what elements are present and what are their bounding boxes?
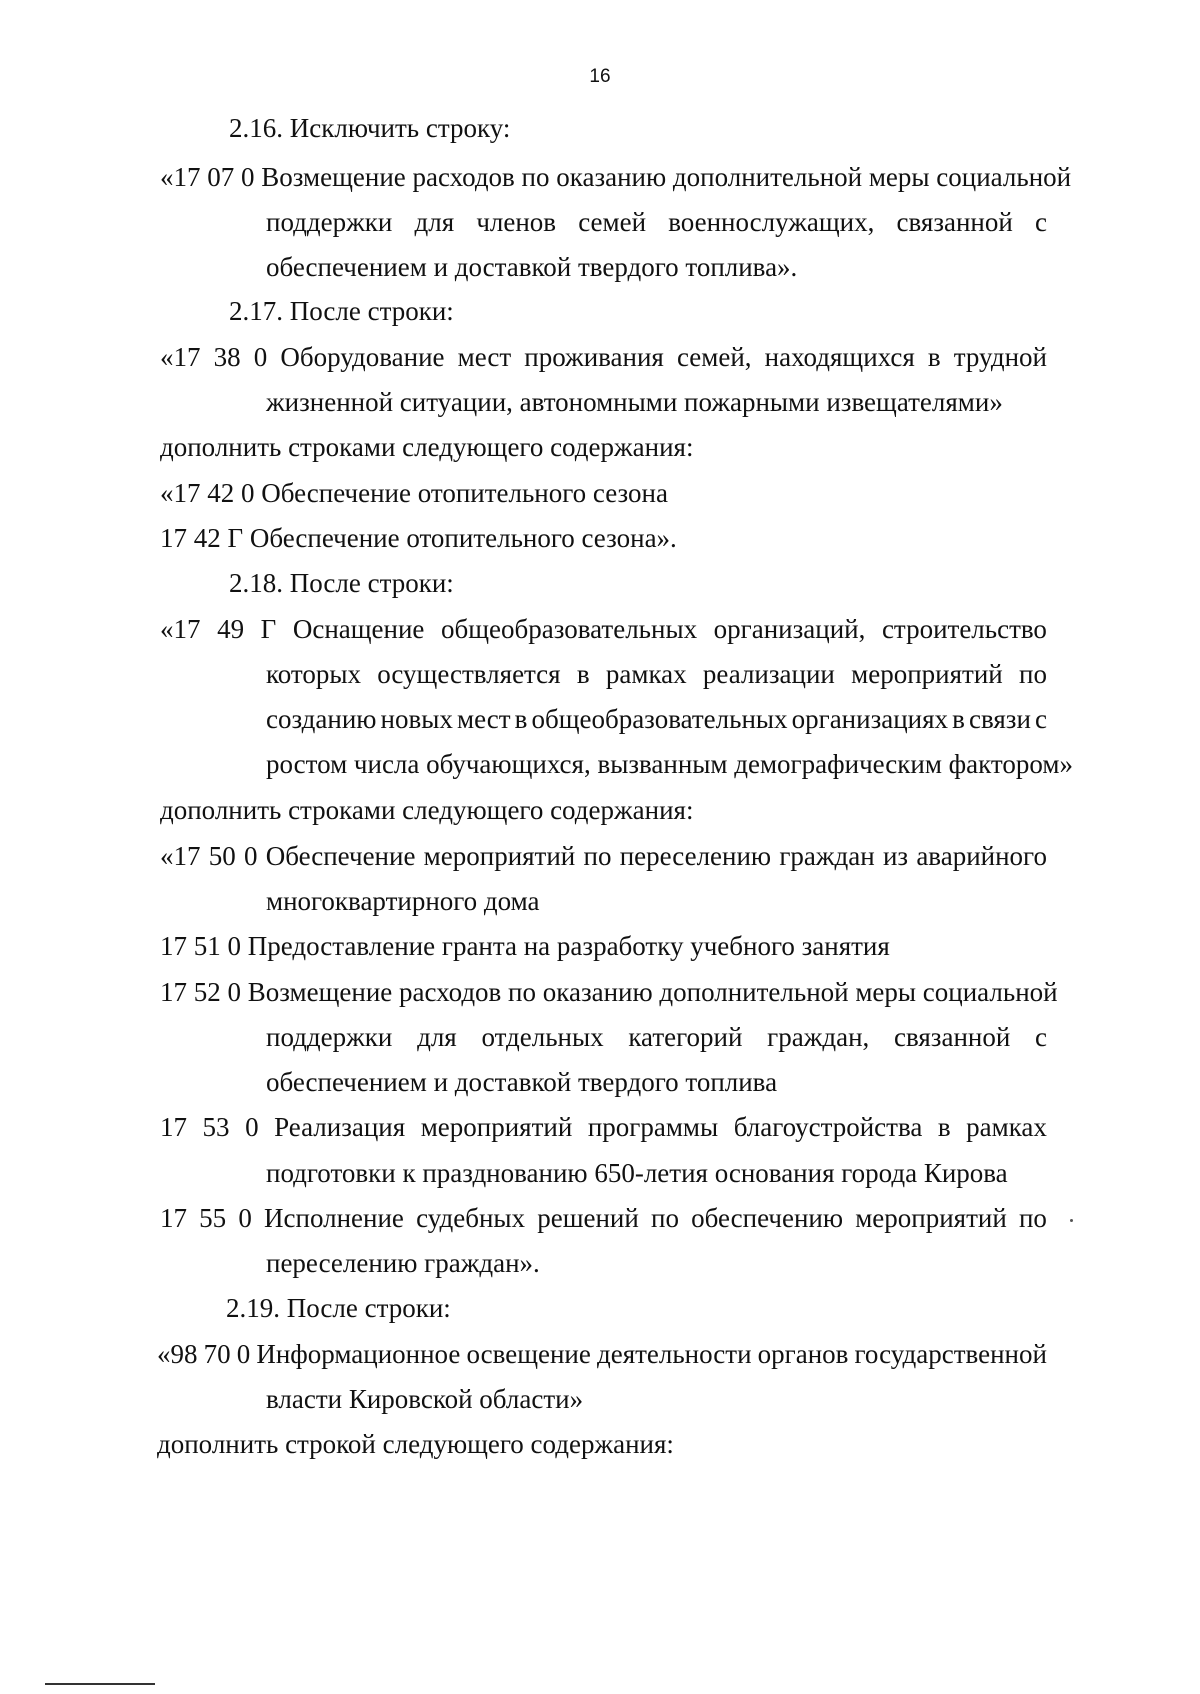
word: организаций, xyxy=(713,614,866,644)
word: поддержки xyxy=(266,207,393,237)
entry-text-line: «17 42 0 Обеспечение отопительного сезона xyxy=(160,478,668,508)
entry-justified-line xyxy=(160,1111,1047,1143)
word: судебных xyxy=(416,1203,526,1233)
entry-justified-line xyxy=(160,840,1047,872)
word: семей xyxy=(578,207,647,237)
entry-text-line: переселению граждан». xyxy=(266,1248,540,1278)
supplement-text: дополнить строкой следующего содержания: xyxy=(157,1429,674,1459)
word: семей, xyxy=(676,342,752,372)
entry-justified-line xyxy=(266,206,1047,238)
word: аварийного xyxy=(916,841,1047,871)
word: созданию xyxy=(266,704,377,734)
word: программы xyxy=(587,1112,719,1142)
word: в xyxy=(952,704,965,734)
entry-text-line: «17 07 0 Возмещение расходов по оказанию дополнительной меры социальной xyxy=(160,162,1072,192)
word: реализации xyxy=(702,659,835,689)
word: граждан, xyxy=(767,1022,870,1052)
word: рамках xyxy=(966,1112,1047,1142)
word: связанной xyxy=(896,207,1013,237)
word: по xyxy=(651,1203,679,1233)
word: 0 xyxy=(243,841,258,871)
entry-justified-line xyxy=(266,1021,1047,1053)
entry-text-line: 17 42 Г Обеспечение отопительного сезона». xyxy=(160,523,677,553)
word: по xyxy=(1019,659,1047,689)
section-heading-2-16: 2.16. Исключить строку: xyxy=(229,113,511,143)
entry-text-line: 17 51 0 Предоставление гранта на разработку учебного занятия xyxy=(160,931,890,961)
word: трудной xyxy=(953,342,1047,372)
section-heading-2-17: 2.17. После строки: xyxy=(229,296,454,326)
word: государственной xyxy=(854,1339,1047,1369)
word: с xyxy=(1035,1022,1047,1052)
word: благоустройства xyxy=(733,1112,923,1142)
entry-text-line: жизненной ситуации, автономными пожарными извещателями» xyxy=(266,387,1003,417)
scan-edge-mark xyxy=(45,1683,155,1685)
word: в xyxy=(514,704,528,734)
entry-text-line: подготовки к празднованию 650-летия основания города Кирова xyxy=(266,1158,1008,1188)
word: отдельных xyxy=(481,1022,604,1052)
word: из xyxy=(882,841,909,871)
word: находящихся xyxy=(764,342,915,372)
word: деятельности xyxy=(596,1339,752,1369)
word: 70 xyxy=(203,1339,231,1369)
word: 49 xyxy=(217,614,245,644)
word: в xyxy=(927,342,941,372)
word: «17 xyxy=(160,342,201,372)
word: переселению xyxy=(619,841,772,871)
word: «17 xyxy=(160,841,201,871)
supplement-text: дополнить строками следующего содержания: xyxy=(160,795,694,825)
word: Оборудование xyxy=(280,342,445,372)
entry-text-line: 17 52 0 Возмещение расходов по оказанию дополнительной меры социальной xyxy=(160,977,1058,1007)
entry-justified-line xyxy=(157,1338,1047,1370)
word: 55 xyxy=(199,1203,227,1233)
word: в xyxy=(576,659,590,689)
entry-justified-line xyxy=(266,703,1047,735)
entry-text-line: обеспечением и доставкой твердого топлива». xyxy=(266,252,798,282)
word: которых xyxy=(266,659,361,689)
entry-text-line: обеспечением и доставкой твердого топлива xyxy=(266,1067,778,1097)
word: по xyxy=(583,841,612,871)
word: 0 xyxy=(245,1112,259,1142)
word: мероприятий xyxy=(423,841,576,871)
word: 0 xyxy=(236,1339,251,1369)
word: решений xyxy=(537,1203,639,1233)
word: связи xyxy=(969,704,1031,734)
word: освещение xyxy=(466,1339,591,1369)
word: с xyxy=(1034,207,1047,237)
entry-text-line: ростом числа обучающихся, вызванным демографическим фактором» xyxy=(266,749,1073,779)
word: по xyxy=(1018,1203,1047,1233)
word: строительство xyxy=(881,614,1047,644)
word: 38 xyxy=(213,342,241,372)
word: Исполнение xyxy=(264,1203,404,1233)
word: 17 xyxy=(160,1112,187,1142)
word: «98 xyxy=(157,1339,198,1369)
word: для xyxy=(414,207,455,237)
word: мероприятий xyxy=(420,1112,573,1142)
word: «17 xyxy=(160,614,201,644)
entry-justified-line xyxy=(160,341,1047,373)
word: мест xyxy=(456,704,511,734)
entry-text-line: многоквартирного дома xyxy=(266,886,540,916)
word: 0 xyxy=(238,1203,252,1233)
word: 17 xyxy=(160,1203,187,1233)
word: мероприятий xyxy=(851,659,1003,689)
word: Реализация xyxy=(274,1112,406,1142)
word: Г xyxy=(260,614,277,644)
word: 0 xyxy=(253,342,268,372)
entry-justified-line xyxy=(266,658,1047,690)
word: 50 xyxy=(208,841,236,871)
word: рамках xyxy=(605,659,687,689)
word: новых xyxy=(380,704,453,734)
word: органов xyxy=(757,1339,849,1369)
scan-dot-mark xyxy=(1070,1219,1073,1222)
entry-justified-line xyxy=(160,613,1047,645)
word: Оснащение xyxy=(292,614,425,644)
word: мероприятий xyxy=(855,1203,1007,1233)
word: граждан xyxy=(779,841,875,871)
word: в xyxy=(937,1112,951,1142)
entry-justified-line xyxy=(160,1202,1047,1234)
word: связанной xyxy=(894,1022,1011,1052)
word: для xyxy=(417,1022,457,1052)
word: обеспечению xyxy=(691,1203,844,1233)
word: мест xyxy=(457,342,512,372)
word: общеобразовательных xyxy=(441,614,698,644)
word: осуществляется xyxy=(377,659,561,689)
section-heading-2-18: 2.18. После строки: xyxy=(229,568,454,598)
word: проживания xyxy=(524,342,664,372)
word: членов xyxy=(476,207,557,237)
entry-text-line: власти Кировской области» xyxy=(266,1384,584,1414)
word: организациях xyxy=(791,704,949,734)
word: категорий xyxy=(628,1022,743,1052)
word: Информационное xyxy=(256,1339,461,1369)
word: с xyxy=(1035,704,1047,734)
word: Обеспечение xyxy=(265,841,416,871)
word: общеобразовательных xyxy=(531,704,788,734)
word: 53 xyxy=(202,1112,230,1142)
word: военнослужащих, xyxy=(668,207,875,237)
word: поддержки xyxy=(266,1022,393,1052)
section-heading-2-19: 2.19. После строки: xyxy=(226,1293,451,1323)
supplement-text: дополнить строками следующего содержания: xyxy=(160,432,694,462)
page-number: 16 xyxy=(589,66,611,87)
